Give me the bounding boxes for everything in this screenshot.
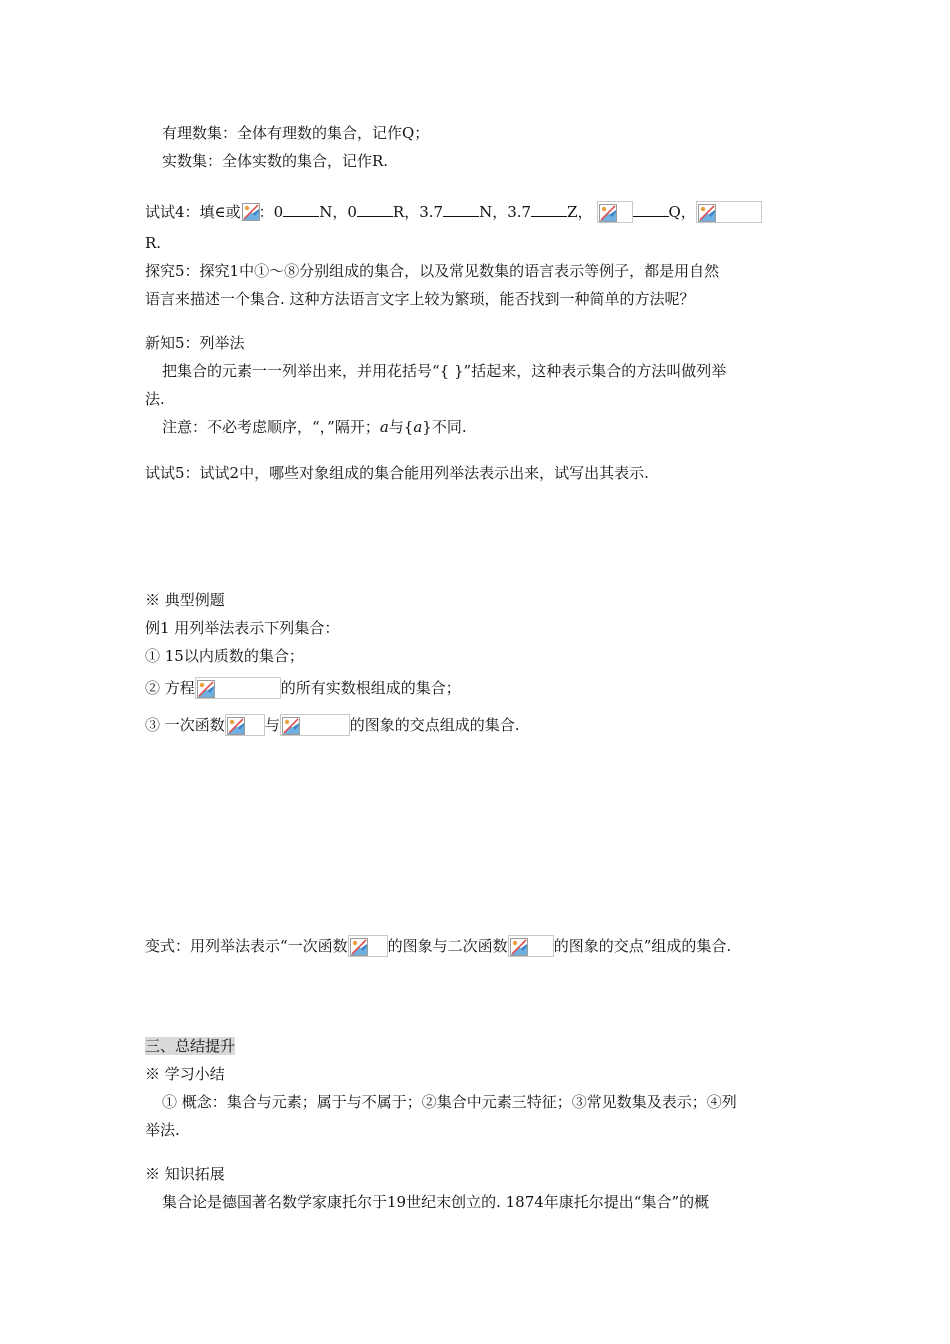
note-var-a2: a: [413, 418, 423, 436]
extension-heading: ※ 知识拓展: [145, 1165, 225, 1183]
try4-lead: 试试4：填∈或: [145, 203, 241, 221]
broken-image-icon: [350, 938, 368, 956]
broken-image-icon: [698, 204, 716, 222]
formula-image: [696, 201, 762, 223]
summary-heading: ※ 学习小结: [145, 1065, 225, 1083]
answer-blank[interactable]: [283, 202, 319, 217]
variant-pre: 变式：用列举法表示“一次函数: [145, 937, 348, 955]
summary-title: 三、总结提升: [145, 1037, 236, 1055]
item2-post: 的所有实数根组成的集合；: [280, 679, 461, 697]
variant-line: [145, 935, 731, 957]
try4-p4: 3.7: [507, 203, 532, 221]
broken-image-icon: [599, 204, 617, 222]
try4-tail: R.: [145, 234, 162, 252]
note-post: }不同.: [422, 418, 467, 436]
formula-image: [348, 935, 388, 957]
try4-s1: N，: [319, 203, 348, 221]
extension-line1: 集合论是德国著名数学家康托尔于19世纪末创立的. 1874年康托尔提出“集合”的概: [162, 1193, 710, 1211]
try4-s4: Z，: [567, 203, 593, 221]
explore5-line2: 语言来描述一个集合. 这种方法语言文字上较为繁琐，能否找到一种简单的方法呢？: [145, 290, 695, 308]
new5-note: [162, 417, 467, 437]
example1-item2: [145, 677, 461, 699]
item2-pre: ② 方程: [145, 679, 195, 697]
formula-image: [508, 935, 554, 957]
formula-image: [597, 201, 633, 223]
variant-post: 的图象的交点”组成的集合.: [553, 937, 732, 955]
broken-image-icon: [227, 717, 245, 735]
answer-blank[interactable]: [531, 202, 567, 217]
item3-pre: ③ 一次函数: [145, 716, 225, 734]
try5-line: 试试5：试试2中，哪些对象组成的集合能用列举法表示出来，试写出其表示.: [145, 464, 649, 482]
broken-image-icon: [197, 680, 215, 698]
summary-section: [145, 1036, 235, 1056]
try4-p2: 0: [347, 203, 357, 221]
examples-heading: ※ 典型例题: [145, 591, 225, 609]
summary-line2: 举法.: [145, 1121, 180, 1139]
note-var-a: a: [379, 418, 389, 436]
item3-mid: 与: [264, 716, 280, 734]
note-mid: 与{: [388, 418, 414, 436]
try4-line: [145, 201, 762, 223]
formula-image: [280, 714, 350, 736]
formula-image: [195, 677, 281, 699]
try4-s5: Q，: [668, 203, 696, 221]
try4-p1: 0: [273, 203, 284, 221]
explore5-line1: 探究5：探究1中①～⑧分别组成的集合，以及常见数集的语言表示等例子，都是用自然: [145, 262, 720, 280]
new5-line1: 把集合的元素一一列举出来，并用花括号“{ }”括起来，这种表示集合的方法叫做列举: [162, 362, 727, 380]
note-text: 注意：不必考虑顺序，“，”隔开；: [162, 418, 380, 436]
example1-title: 例1 用列举法表示下列集合：: [145, 619, 340, 637]
try4-s2: R，: [392, 203, 420, 221]
try4-colon: ：: [258, 203, 274, 221]
broken-image-icon: [241, 201, 259, 223]
new5-title: 新知5：列举法: [145, 334, 245, 352]
answer-blank[interactable]: [443, 202, 479, 217]
broken-image-icon: [282, 717, 300, 735]
variant-mid: 的图象与二次函数: [387, 937, 508, 955]
rational-set-line: 有理数集：全体有理数的集合，记作Q；: [162, 124, 430, 142]
real-set-line: 实数集：全体实数的集合，记作R.: [162, 152, 389, 170]
formula-image: [225, 714, 265, 736]
item3-post: 的图象的交点组成的集合.: [349, 716, 520, 734]
summary-line1: ① 概念：集合与元素；属于与不属于；②集合中元素三特征；③常见数集及表示；④列: [162, 1093, 737, 1111]
broken-image-icon: [510, 938, 528, 956]
answer-blank[interactable]: [357, 202, 393, 217]
answer-blank[interactable]: [633, 202, 669, 217]
example1-item1: ① 15以内质数的集合；: [145, 647, 304, 665]
try4-s3: N，: [479, 203, 508, 221]
try4-p3: 3.7: [419, 203, 444, 221]
example1-item3: [145, 714, 520, 736]
new5-line2: 法.: [145, 390, 165, 408]
